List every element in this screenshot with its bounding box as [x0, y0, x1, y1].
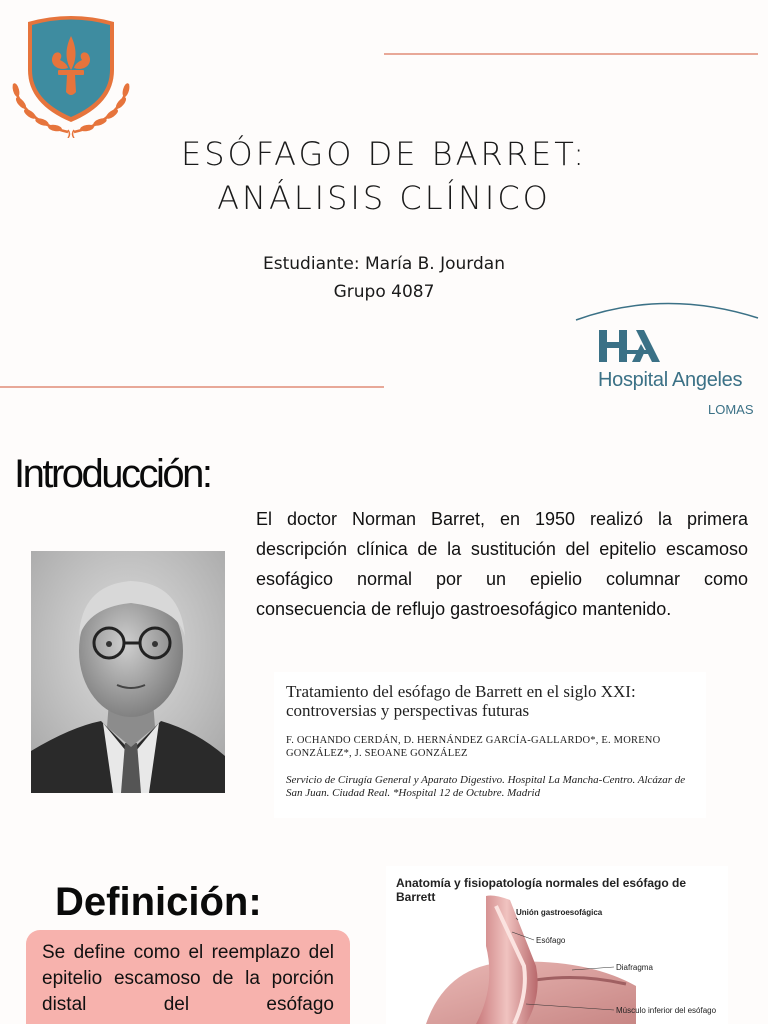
article-title-line-2: controversias y perspectivas futuras: [286, 701, 530, 720]
label-union: Unión gastroesofágica: [516, 908, 603, 917]
top-divider: [384, 53, 758, 55]
definition-box: [26, 930, 350, 1024]
anatomy-figure: [386, 866, 728, 1024]
title-line-2: ANÁLISIS CLÍNICO: [217, 179, 551, 217]
article-title: [286, 682, 694, 720]
page-title: [0, 132, 768, 220]
portrait-photo: [31, 551, 225, 793]
label-diafragma: Diafragma: [616, 963, 653, 972]
article-authors: F. OCHANDO CERDÁN, D. HERNÁNDEZ GARCÍA-GALLARDO*, E. MORENO GONZÁLEZ*, J. SEOANE GONZÁLEZ: [286, 735, 661, 759]
label-musculo: Músculo inferior del esófago: [616, 1006, 717, 1015]
crest-shield-icon: [10, 8, 132, 138]
hospital-name: Hospital Angeles: [598, 369, 743, 391]
hospital-branch: LOMAS: [708, 402, 754, 417]
anatomy-title: Anatomía y fisiopatología normales del esófago de Barrett: [396, 876, 687, 904]
middle-divider: [0, 386, 384, 388]
introduction-heading: Introducción:: [14, 452, 211, 496]
student-name: Estudiante: María B. Jourdan: [263, 254, 505, 274]
title-line-1: ESÓFAGO DE BARRET:: [180, 135, 588, 173]
definition-text: Se define como el reemplazo del epitelio escamoso de la porción distal del esófago: [42, 942, 334, 1015]
definition-heading: Definición:: [55, 880, 262, 924]
article-clipping: [274, 672, 706, 818]
article-affiliation: Servicio de Cirugía General y Aparato Digestivo. Hospital La Mancha-Centro. Alcázar de San Juan. Ciudad Real. *Hospital 12 de Octubre. Madrid: [286, 774, 686, 799]
student-group: Grupo 4087: [333, 282, 435, 302]
introduction-text: El doctor Norman Barret, en 1950 realizó la primera descripción clínica de la sustitución del epitelio escamoso esofágico normal por un epielio columnar como consecuencia de reflujo gastroesofágico mantenido.: [256, 509, 748, 619]
article-title-line-1: Tratamiento del esófago de Barrett en el siglo XXI:: [286, 682, 636, 701]
label-esofago: Esófago: [536, 936, 566, 945]
